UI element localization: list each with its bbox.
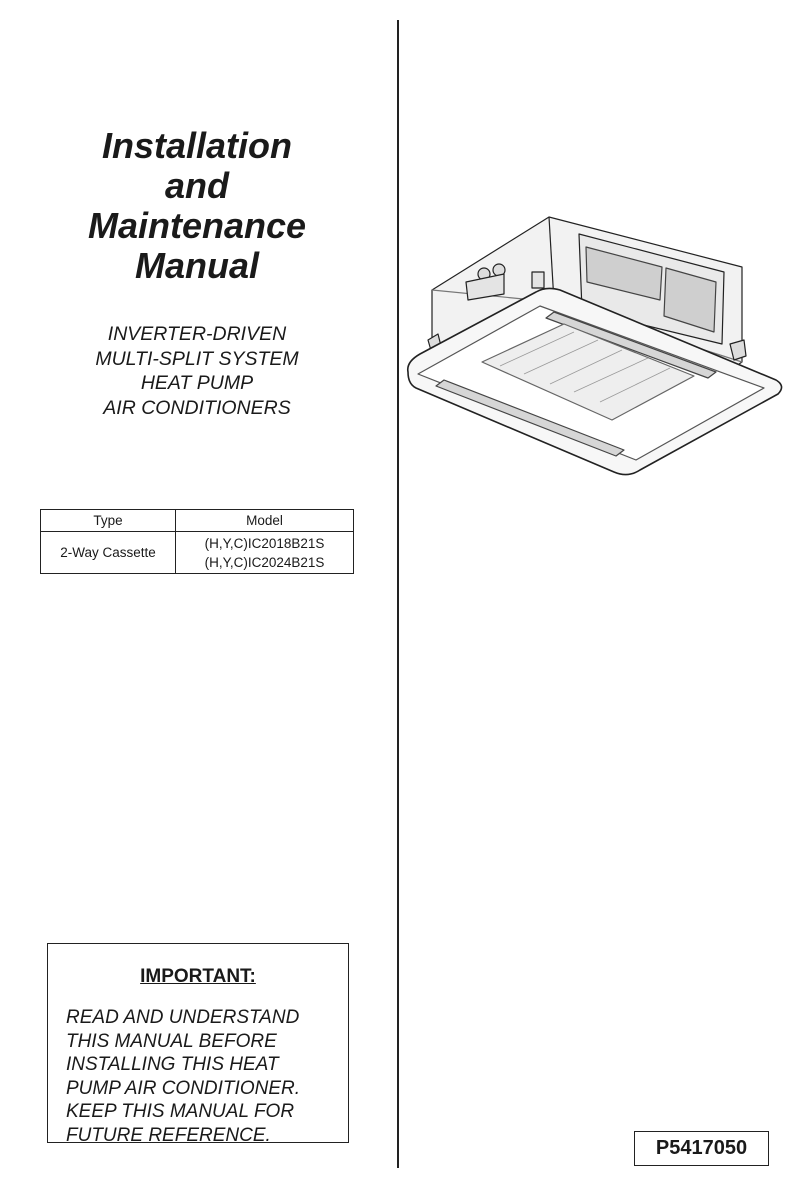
column-header-model: Model [176,510,354,532]
model-number: (H,Y,C)IC2024B21S [204,554,325,570]
title-line: Manual [134,245,259,286]
subtitle-line: HEAT PUMP [140,372,254,394]
subtitle-line: INVERTER-DRIVEN [107,323,287,345]
notice-line: FUTURE REFERENCE. [66,1124,271,1146]
notice-line: INSTALLING THIS HEAT [66,1054,279,1075]
important-body [66,1006,300,1147]
notice-line: PUMP AIR CONDITIONER. [66,1077,300,1099]
notice-line: KEEP THIS MANUAL FOR [66,1101,295,1122]
notice-line: READ AND UNDERSTAND [66,1007,300,1028]
model-table [40,509,354,574]
model-number: (H,Y,C)IC2018B21S [204,535,325,551]
cassette-unit-illustration [404,212,790,482]
cell-type: 2-Way Cassette [41,532,176,574]
title-line: Maintenance [87,205,307,246]
page-divider [397,20,399,1168]
title-line: Installation [101,125,293,166]
notice-line: THIS MANUAL BEFORE [66,1030,277,1052]
product-subtitle [40,322,354,420]
important-notice-box [47,943,349,1146]
column-header-type: Type [41,510,176,532]
subtitle-line: AIR CONDITIONERS [103,396,291,419]
important-heading: IMPORTANT: [140,966,256,987]
subtitle-line: MULTI-SPLIT SYSTEM [95,347,299,370]
table-row [41,532,354,574]
table-header-row [41,510,354,532]
title-line: and [164,165,229,206]
part-number-box: P5417050 [634,1131,769,1166]
cell-models [176,532,354,574]
manual-title [40,126,354,286]
